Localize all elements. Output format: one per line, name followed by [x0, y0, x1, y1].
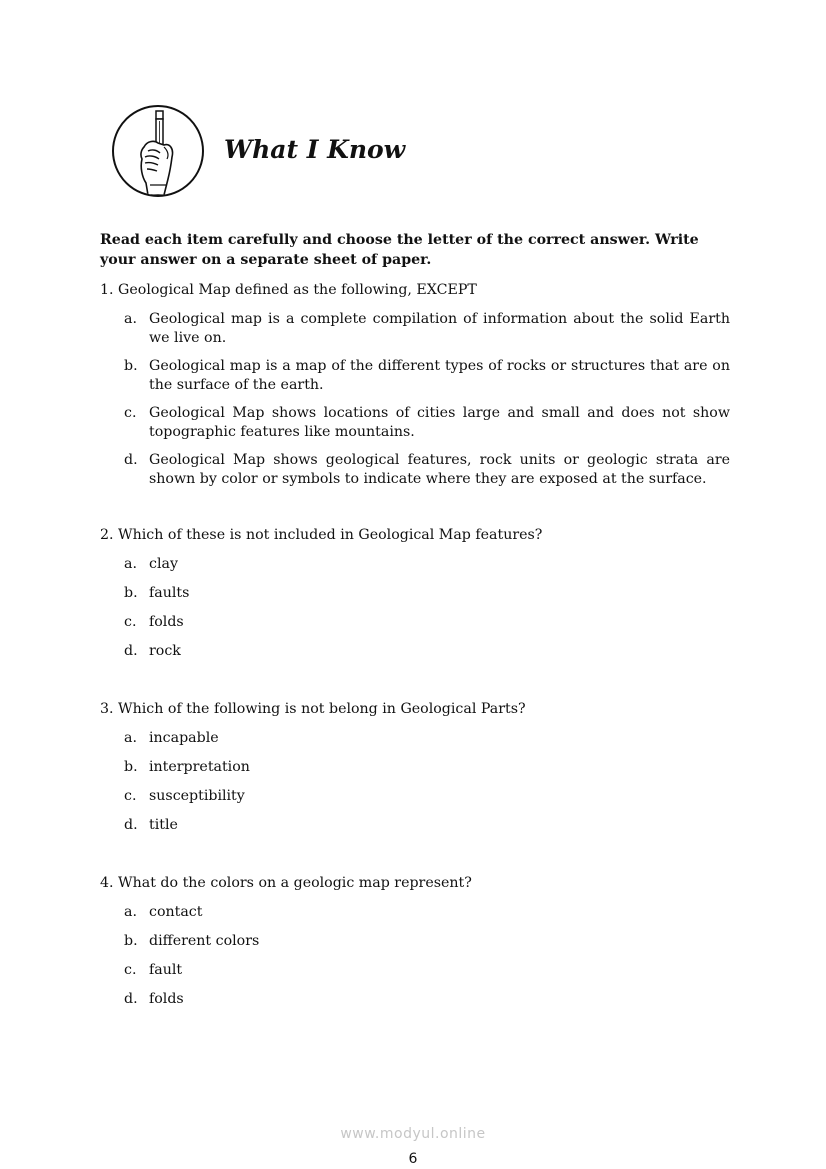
- option-d: [100, 451, 730, 489]
- option-c: [100, 961, 730, 980]
- option-b: [100, 932, 730, 951]
- option-text: Geological map is a map of the different types of rocks or structures that are on the surface of the earth.: [149, 358, 730, 393]
- question-stem: 4. What do the colors on a geologic map represent?: [100, 875, 472, 891]
- hand-holding-pencil-icon: [112, 105, 204, 197]
- option-list: [100, 555, 730, 661]
- option-c: [100, 787, 730, 806]
- option-list: [100, 729, 730, 835]
- option-letter: a.: [124, 311, 137, 327]
- section-title: What I Know: [224, 135, 406, 164]
- option-a: [100, 555, 730, 574]
- option-letter: d.: [124, 452, 138, 468]
- option-letter: a.: [124, 556, 137, 572]
- option-b: [100, 357, 730, 395]
- option-text: rock: [149, 643, 181, 659]
- option-letter: b.: [124, 585, 138, 601]
- option-text: contact: [149, 904, 203, 920]
- option-a: [100, 729, 730, 748]
- option-letter: d.: [124, 643, 138, 659]
- option-text: folds: [149, 991, 184, 1007]
- option-letter: a.: [124, 730, 137, 746]
- option-letter: d.: [124, 817, 138, 833]
- option-letter: b.: [124, 759, 138, 775]
- option-letter: a.: [124, 904, 137, 920]
- option-text: Geological map is a complete compilation of information about the solid Earth we live on.: [149, 311, 730, 346]
- option-text: clay: [149, 556, 178, 572]
- option-text: fault: [149, 962, 183, 978]
- option-a: [100, 310, 730, 348]
- question-stem: 1. Geological Map defined as the following, EXCEPT: [100, 282, 477, 298]
- option-b: [100, 584, 730, 603]
- instructions: Read each item carefully and choose the letter of the correct answer. Write your answer on a separate sheet of paper.: [100, 232, 699, 268]
- option-c: [100, 404, 730, 442]
- watermark: www.modyul.online: [340, 1126, 486, 1142]
- option-text: title: [149, 817, 178, 833]
- option-list: [100, 903, 730, 1009]
- option-c: [100, 613, 730, 632]
- option-text: interpretation: [149, 759, 250, 775]
- option-letter: c.: [124, 962, 137, 978]
- option-list: [100, 310, 730, 489]
- question-2: [100, 526, 730, 671]
- option-text: Geological Map shows geological features, rock units or geologic strata are shown by color or symbols to indicate where they are exposed at the surface.: [149, 452, 730, 487]
- option-text: faults: [149, 585, 190, 601]
- option-text: different colors: [149, 933, 260, 949]
- option-text: Geological Map shows locations of cities large and small and does not show topographic features like mountains.: [149, 405, 730, 440]
- question-3: [100, 700, 730, 845]
- option-letter: d.: [124, 991, 138, 1007]
- option-text: folds: [149, 614, 184, 630]
- option-letter: c.: [124, 405, 137, 421]
- option-d: [100, 990, 730, 1009]
- question-1: [100, 281, 730, 498]
- option-d: [100, 816, 730, 835]
- option-text: incapable: [149, 730, 219, 746]
- option-a: [100, 903, 730, 922]
- option-b: [100, 758, 730, 777]
- question-stem: 2. Which of these is not included in Geological Map features?: [100, 527, 543, 543]
- section-header: [112, 105, 512, 200]
- page-number: 6: [408, 1151, 418, 1167]
- option-letter: b.: [124, 358, 138, 374]
- option-letter: c.: [124, 614, 137, 630]
- option-d: [100, 642, 730, 661]
- question-stem: 3. Which of the following is not belong in Geological Parts?: [100, 701, 526, 717]
- option-letter: b.: [124, 933, 138, 949]
- option-letter: c.: [124, 788, 137, 804]
- question-4: [100, 874, 730, 1019]
- option-text: susceptibility: [149, 788, 245, 804]
